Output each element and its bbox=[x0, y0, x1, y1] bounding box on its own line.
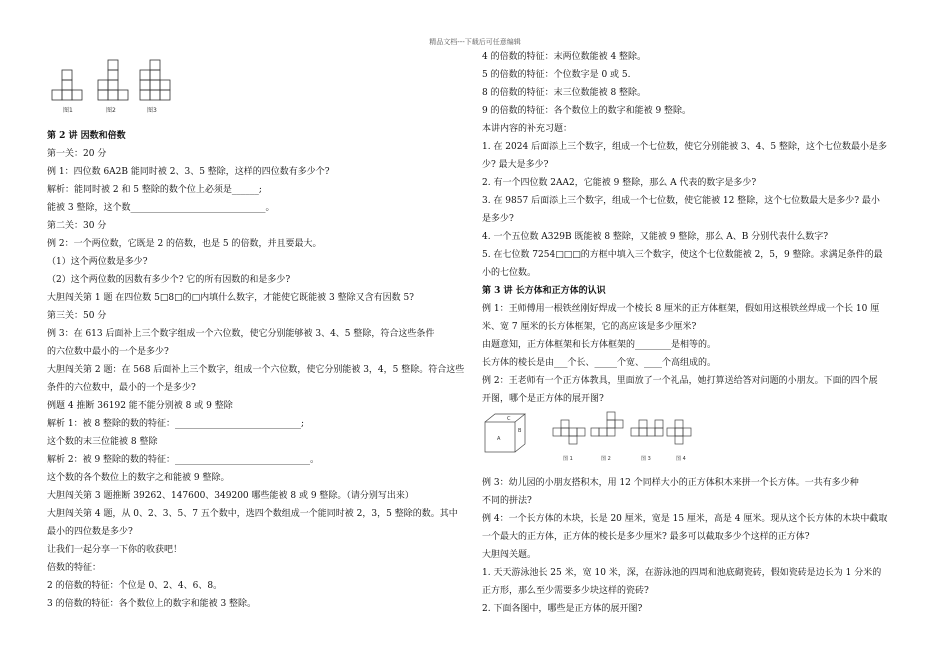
left-line: 这个数的末三位能被 8 整除 bbox=[47, 437, 158, 447]
left-line: 最小的四位数是多少? bbox=[47, 527, 133, 537]
right-line: 4 的倍数的特征：末两位数能被 4 整除。 bbox=[482, 52, 647, 62]
right-line: 米、宽 7 厘米的长方体框架，它的高应该是多少厘米? bbox=[482, 322, 697, 332]
left-line: 2 的倍数的特征：个位是 0、2、4、6、8。 bbox=[47, 581, 223, 591]
right-line: 是多少? bbox=[482, 214, 514, 224]
cube-face-a: A bbox=[497, 436, 501, 442]
left-line: （2）这个两位数的因数有多少个? 它的所有因数的和是多少? bbox=[47, 275, 291, 285]
left-line: 解析 1：被 8 整除的数的特征：____________________________; bbox=[47, 419, 305, 429]
cube-face-b: B bbox=[518, 428, 522, 434]
right-line: 1. 天天游泳池长 25 米，宽 10 米，深，在游泳池的四周和池底砌瓷砖，假如瓷砖是边长为 1 分米的 bbox=[482, 568, 882, 578]
right-line: 本讲内容的补充习题： bbox=[482, 124, 573, 134]
right-line: 3. 在 9857 后面添上三个数字，组成一个七位数，使它能被 12 整除，这个七位数最大是多少? 最小 bbox=[482, 196, 880, 206]
net-label-3: 图 3 bbox=[641, 456, 651, 462]
right-line: 不同的拼法? bbox=[482, 496, 532, 506]
left-line: （1）这个两位数是多少? bbox=[47, 257, 148, 267]
fig-label-3: 图3 bbox=[147, 107, 157, 114]
left-line: 第三关：50 分 bbox=[47, 311, 107, 321]
stacked-blocks-figure bbox=[48, 54, 178, 116]
net-label-4: 图 4 bbox=[676, 456, 686, 462]
net-label-2: 图 2 bbox=[601, 456, 611, 462]
right-line: 长方体的棱长是由___个长、_____个宽、____个高组成的。 bbox=[482, 358, 717, 368]
left-line: 例 3：在 613 后面补上三个数字组成一个六位数，使它分别能够被 3、4、5 整除，符合这些条件 bbox=[47, 329, 435, 339]
left-line: 大胆闯关第 1 题 在四位数 5□8□的□内填什么数字，才能使它既能被 3 整除又含有因数 5? bbox=[47, 293, 414, 303]
lecture-2-title: 第 2 讲 因数和倍数 bbox=[47, 131, 126, 141]
right-line: 大胆闯关题。 bbox=[482, 550, 537, 560]
left-line: 能被 3 整除，这个数______________________________。 bbox=[47, 203, 275, 213]
left-line: 例 2：一个两位数，它既是 2 的倍数，也是 5 的倍数，并且要最大。 bbox=[47, 239, 322, 249]
left-line: 例题 4 推断 36192 能不能分别被 8 或 9 整除 bbox=[47, 401, 233, 411]
right-line: 由题意知，正方体框架和长方体框架的________是相等的。 bbox=[482, 340, 717, 350]
left-line: 解析 2：被 9 整除的数的特征：______________________________。 bbox=[47, 455, 320, 465]
right-line: 4. 一个五位数 A329B 既能被 8 整除，又能被 9 整除，那么 A、B 分别代表什么数字? bbox=[482, 232, 829, 242]
right-line: 2. 有一个四位数 2AA2，它能被 9 整除，那么 A 代表的数字是多少? bbox=[482, 178, 757, 188]
right-line: 8 的倍数的特征：末三位数能被 8 整除。 bbox=[482, 88, 647, 98]
page-header: 精品文档---下载后可任意编辑 bbox=[429, 38, 521, 46]
right-line: 例 3：幼儿园的小朋友搭积木，用 12 个同样大小的正方体积木来拼一个长方体。一共有多少种 bbox=[482, 478, 859, 488]
left-line: 第一关：20 分 bbox=[47, 149, 107, 159]
right-line: 例 1：王师傅用一根铁丝刚好焊成一个棱长 8 厘米的正方体框架，假如用这根铁丝焊成一个长 10 厘 bbox=[482, 304, 880, 314]
fig-label-1: 图1 bbox=[63, 107, 73, 114]
right-line: 9 的倍数的特征：各个数位上的数字和能被 9 整除。 bbox=[482, 106, 692, 116]
net-label-1: 图 1 bbox=[563, 456, 573, 462]
left-line: 这个数的各个数位上的数字之和能被 9 整除。 bbox=[47, 473, 230, 483]
left-line: 例 1：四位数 6A2B 能同时被 2、3、5 整除，这样的四位数有多少个? bbox=[47, 167, 330, 177]
right-line: 一个最大的正方体，正方体的棱长是多少厘米? 最多可以截取多少个这样的正方体? bbox=[482, 532, 810, 542]
left-line: 的六位数中最小的一个是多少? bbox=[47, 347, 169, 357]
right-line: 例 4：一个长方体的木块，长是 20 厘米，宽是 15 厘米，高是 4 厘米。现从这个长方体的木块中截取 bbox=[482, 514, 888, 524]
cube-face-c: C bbox=[507, 416, 511, 422]
lecture-3-title: 第 3 讲 长方体和正方体的认识 bbox=[482, 286, 606, 296]
left-line: 第二关：30 分 bbox=[47, 221, 107, 231]
left-line: 大胆闯关第 2 题：在 568 后面补上三个数字，组成一个六位数，使它分别能被 3，4，5 整除。符合这些 bbox=[47, 365, 465, 375]
right-line: 5 的倍数的特征：个位数字是 0 或 5. bbox=[482, 70, 631, 80]
left-line: 条件的六位数中，最小的一个是多少? bbox=[47, 383, 196, 393]
left-line: 大胆闯关第 4 题，从 0、2、3、5、7 五个数中，选四个数组成一个能同时被 2，3，5 整除的数。其中 bbox=[47, 509, 458, 519]
right-line: 5. 在七位数 7254□□□的方框中填入三个数字，使这个七位数能被 2，5，9 整除。求满足条件的最 bbox=[482, 250, 883, 260]
left-line: 倍数的特征： bbox=[47, 563, 102, 573]
right-line: 正方形，那么至少需要多少块这样的瓷砖? bbox=[482, 586, 649, 596]
left-line: 解析：能同时被 2 和 5 整除的数个位上必须是______; bbox=[47, 185, 262, 195]
right-line: 少? 最大是多少? bbox=[482, 160, 549, 170]
left-line: 让我们一起分享一下你的收获吧！ bbox=[47, 545, 183, 555]
left-line: 大胆闯关第 3 题推断 39262、147600、349200 哪些能被 8 或 9 整除。（请分别写出来） bbox=[47, 491, 414, 501]
right-line: 例 2：王老师有一个正方体教具，里面放了一个礼品，她打算送给答对问题的小朋友。下面的四个展 bbox=[482, 376, 878, 386]
right-line: 1. 在 2024 后面添上三个数字，组成一个七位数，使它分别能被 3、4、5 整除，这个七位数最小是多 bbox=[482, 142, 887, 152]
right-line: 小的七位数。 bbox=[482, 268, 537, 278]
right-line: 开图，哪个是正方体的展开图? bbox=[482, 394, 604, 404]
cube-net-figure bbox=[483, 410, 693, 465]
fig-label-2: 图2 bbox=[106, 107, 116, 114]
left-line: 3 的倍数的特征：各个数位上的数字和能被 3 整除。 bbox=[47, 599, 257, 609]
right-line: 2. 下面各图中，哪些是正方体的展开图? bbox=[482, 604, 643, 614]
